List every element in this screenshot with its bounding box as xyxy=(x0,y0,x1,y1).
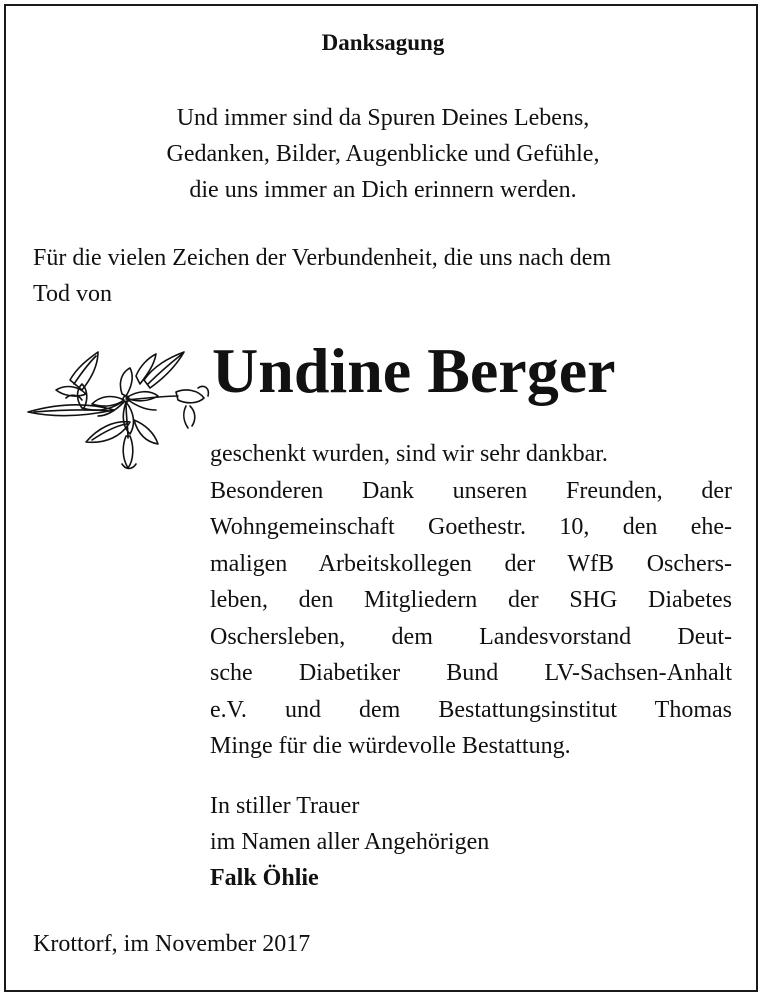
lily-flower-icon xyxy=(26,350,212,472)
thanks-paragraph xyxy=(210,436,732,765)
signer-name: Falk Öhlie xyxy=(210,865,319,891)
closing-line: im Namen aller Angehörigen xyxy=(210,829,490,855)
intro-text xyxy=(33,240,737,312)
closing-line: In stiller Trauer xyxy=(210,793,360,819)
notice-heading: Danksagung xyxy=(321,30,445,55)
paragraph-line: Wohngemeinschaft Goethestr. 10, den ehe- xyxy=(210,514,732,540)
paragraph-line: Minge für die würdevolle Bestattung. xyxy=(210,733,571,759)
closing-block xyxy=(210,788,489,896)
intro-line: Tod von xyxy=(33,281,112,307)
paragraph-line: e.V. und dem Bestattungsinstitut Thomas xyxy=(210,696,732,723)
paragraph-line: Besonderen Dank unseren Freunden, der xyxy=(210,477,732,504)
deceased-name: Undine Berger xyxy=(212,335,616,406)
poem-line: Und immer sind da Spuren Deines Lebens, xyxy=(176,105,590,131)
paragraph-line: sche Diabetiker Bund LV-Sachsen-Anhalt xyxy=(210,660,732,686)
intro-line: Für die vielen Zeichen der Verbundenheit, die uns nach dem xyxy=(33,245,612,271)
poem-line: Gedanken, Bilder, Augenblicke und Gefühle, xyxy=(166,141,600,167)
poem-line: die uns immer an Dich erinnern werden. xyxy=(189,177,577,203)
paragraph-line: leben, den Mitgliedern der SHG Diabetes xyxy=(210,587,732,613)
paragraph-line: Oschersleben, dem Landesvorstand Deut- xyxy=(210,623,732,650)
place-and-date: Krottorf, im November 2017 xyxy=(33,931,311,957)
paragraph-line: geschenkt wurden, sind wir sehr dankbar. xyxy=(210,441,608,467)
paragraph-line: maligen Arbeitskollegen der WfB Oschers- xyxy=(210,550,732,577)
memorial-poem xyxy=(0,100,766,208)
